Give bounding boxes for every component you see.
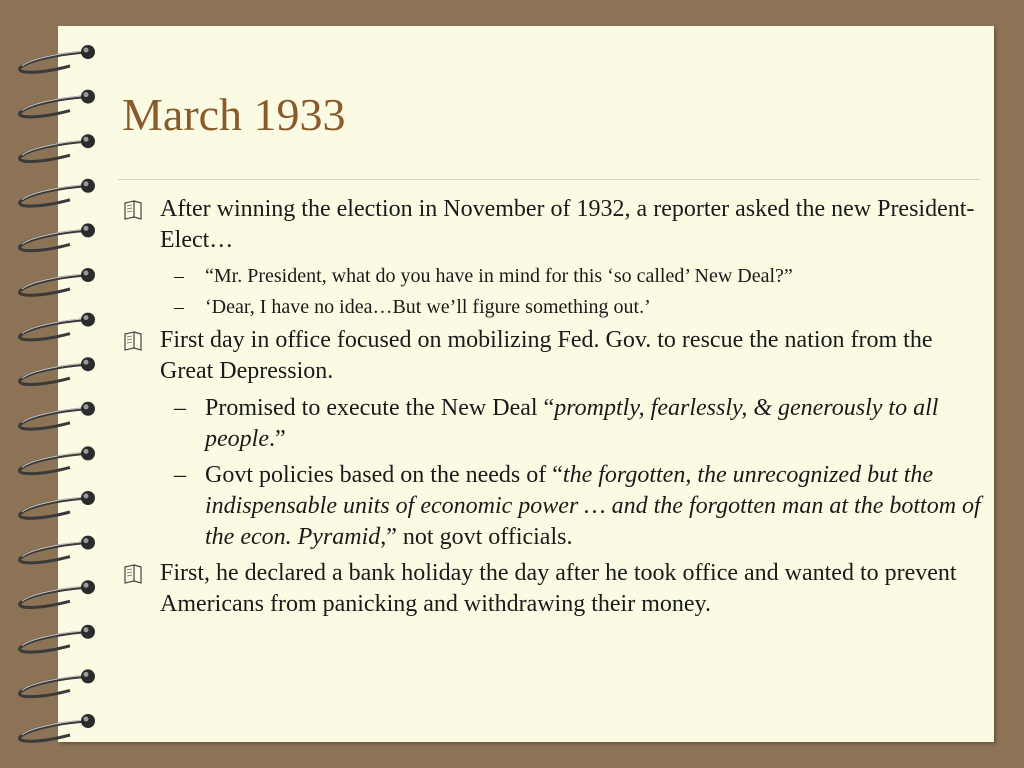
dash-marker: – [174, 462, 186, 488]
binding-ring [20, 491, 95, 518]
book-icon [122, 563, 144, 585]
bullet-text: First, he declared a bank holiday the day after he took office and wanted to prevent Americans from panicking and withdrawing their money. [160, 560, 957, 617]
bullet-1 [118, 194, 984, 256]
title-divider [118, 179, 980, 180]
sub-bullet-text-before: Promised to execute the New Deal “ [205, 395, 555, 421]
spiral-binding [0, 0, 110, 768]
sub-bullet-quote: promptly, fearlessly, & generously to all people [205, 395, 939, 452]
binding-ring [20, 179, 95, 206]
sub-bullet-1-2 [118, 293, 984, 321]
binding-ring [20, 268, 95, 295]
sub-bullet-2-1 [118, 393, 984, 455]
binding-ring [20, 357, 95, 384]
book-icon [122, 330, 144, 352]
binding-ring [20, 45, 95, 72]
binding-ring [20, 313, 95, 340]
binding-ring [20, 134, 95, 161]
binding-ring [20, 446, 95, 473]
binding-ring [20, 223, 95, 250]
bullet-text: After winning the election in November of 1932, a reporter asked the new President-Elect… [160, 196, 975, 253]
sub-bullet-text: “Mr. President, what do you have in mind for this ‘so called’ New Deal?” [205, 265, 793, 287]
sub-bullet-text-after: .” [268, 426, 286, 452]
binding-ring [20, 536, 95, 563]
binding-ring [20, 625, 95, 652]
binding-ring [20, 714, 95, 741]
dash-marker: – [174, 265, 184, 287]
book-icon [122, 199, 144, 221]
slide-title: March 1933 [122, 89, 346, 140]
binding-ring [20, 580, 95, 607]
sub-bullet-1-1 [118, 262, 984, 290]
bullet-text: First day in office focused on mobilizing Fed. Gov. to rescue the nation from the Great Depression. [160, 327, 933, 384]
sub-bullet-2-2 [118, 460, 984, 553]
bullet-2 [118, 325, 984, 387]
slide-content [118, 194, 984, 626]
sub-bullet-text-before: Govt policies based on the needs of “ [205, 462, 563, 488]
sub-bullet-quote: the forgotten, the unrecognized but the indispensable units of economic power … and the forgotten man at the bottom of the econ. Pyramid [205, 462, 981, 550]
binding-ring [20, 90, 95, 117]
dash-marker: – [174, 395, 186, 421]
binding-ring [20, 402, 95, 429]
sub-bullet-text: ‘Dear, I have no idea…But we’ll figure something out.’ [205, 296, 651, 318]
dash-marker: – [174, 296, 184, 318]
sub-bullet-text-after: ,” not govt officials. [380, 524, 573, 550]
bullet-3 [118, 558, 984, 620]
binding-ring [20, 669, 95, 696]
